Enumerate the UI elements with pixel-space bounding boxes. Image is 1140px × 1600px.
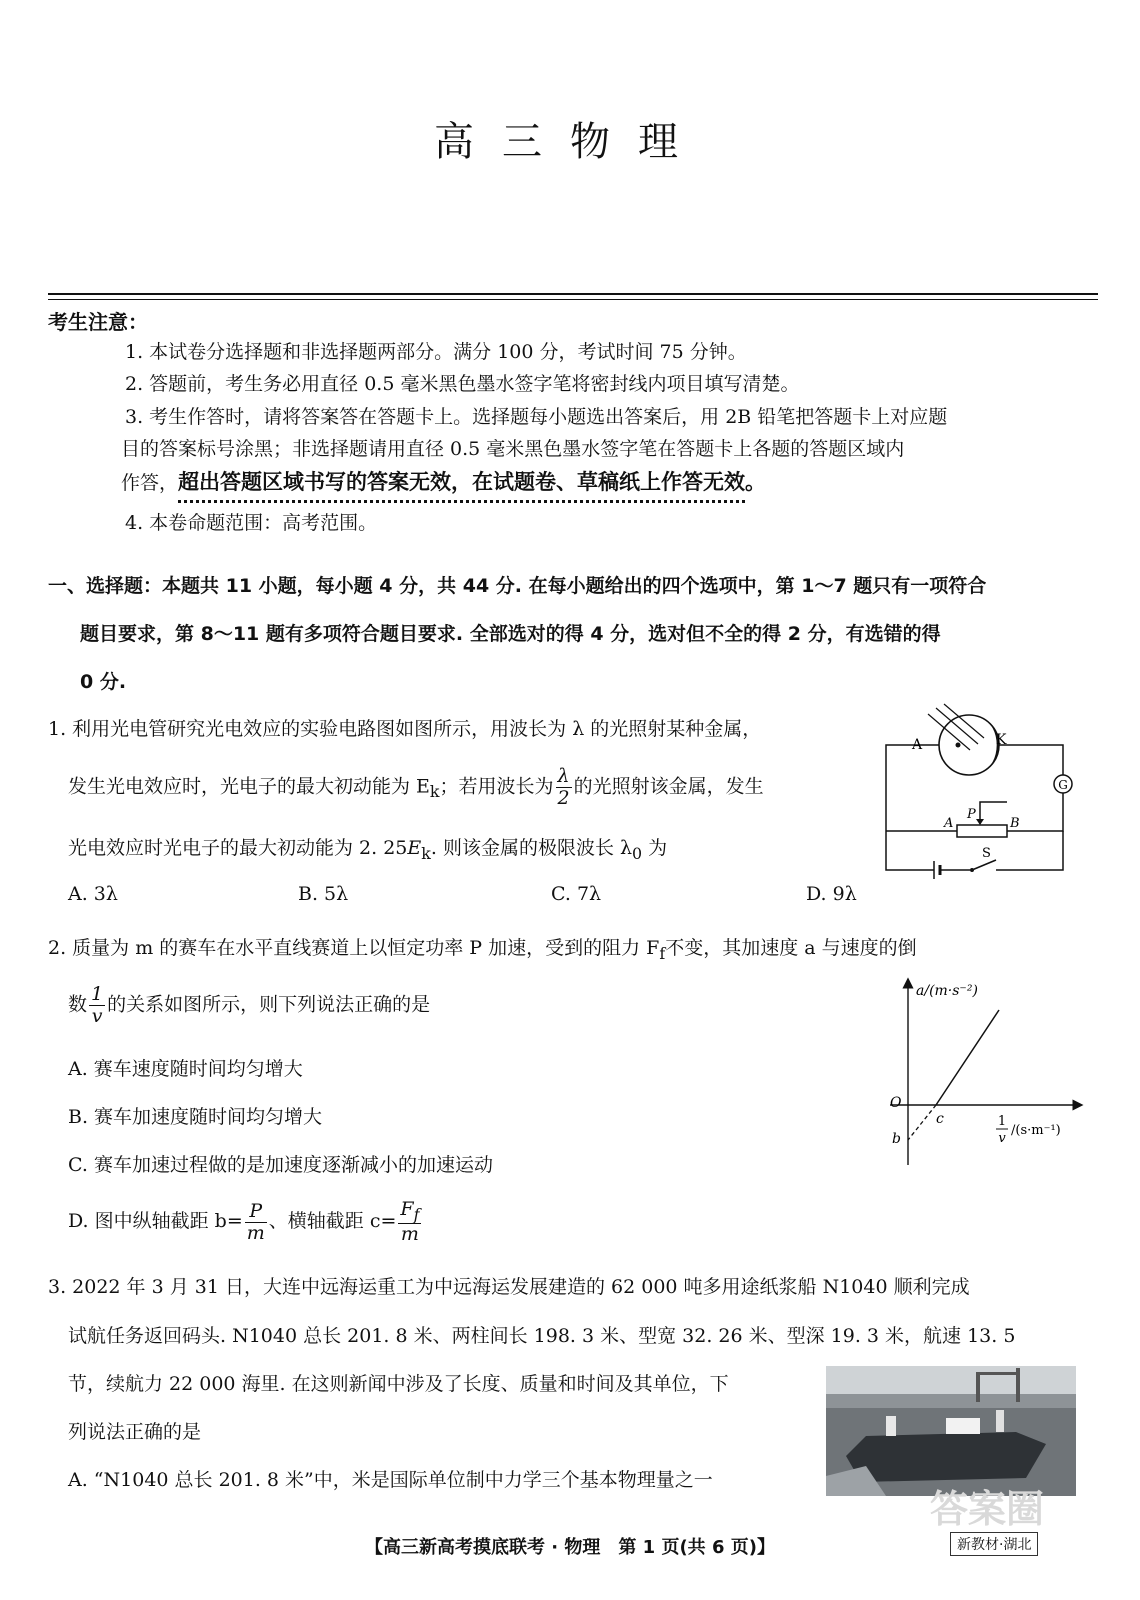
q2-fraction-f-m xyxy=(398,1199,421,1245)
q2-option-d[interactable] xyxy=(68,1199,423,1245)
section-heading-line3: 0 分. xyxy=(80,671,127,693)
label-s: S xyxy=(982,846,991,861)
q1-text-b: ；若用波长为 xyxy=(439,775,554,798)
q1-sub-0: 0 xyxy=(632,843,643,863)
notice-text: 作答， xyxy=(121,472,179,494)
q1-line3 xyxy=(68,833,667,863)
crane xyxy=(976,1372,980,1402)
crane-arm xyxy=(976,1372,1016,1375)
q1-sub-k2: k xyxy=(421,843,431,863)
origin-label: O xyxy=(890,1095,902,1111)
q1-text-a: 发生光电效应时，光电子的最大初动能为 E xyxy=(68,775,430,798)
q1-text-f: 为 xyxy=(642,837,668,859)
label-a: A xyxy=(912,737,923,753)
frac-num xyxy=(398,1199,421,1224)
q1-option-d[interactable]: D. 9λ xyxy=(806,883,857,905)
switch-s xyxy=(972,860,996,870)
edition-badge: 新教材·湖北 xyxy=(950,1532,1038,1556)
ship-bridge xyxy=(946,1418,980,1434)
q3-line1: 3. 2022 年 3 月 31 日，大连中远海运重工为中远海运发展建造的 62 000 吨多用途纸浆船 N1040 顺利完成 xyxy=(48,1276,970,1298)
q1-line2 xyxy=(68,766,764,809)
q2-fraction xyxy=(89,984,105,1027)
q1-frac-den: 2 xyxy=(557,786,570,809)
intercept-c-label: c xyxy=(936,1111,944,1127)
q2-line1 xyxy=(48,933,917,963)
harbor-skyline xyxy=(826,1394,1076,1408)
header-rule-thin xyxy=(48,299,1098,300)
q2-option-c[interactable]: C. 赛车加速过程做的是加速度逐渐减小的加速运动 xyxy=(68,1154,493,1176)
wire xyxy=(886,831,934,870)
q2-frac-den: v xyxy=(91,1004,103,1027)
rheostat xyxy=(957,825,1007,837)
q1-fraction xyxy=(556,766,572,809)
ship-superstructure xyxy=(886,1416,896,1436)
frac-num-f: F xyxy=(400,1198,414,1220)
section-heading-line2: 题目要求，第 8～11 题有多项符合题目要求. 全部选对的得 4 分，选对但不全的得 2 分，有选错的得 xyxy=(80,623,941,645)
label-rheostat-a: A xyxy=(944,816,954,831)
notice-item-3-cont: 目的答案标号涂黑；非选择题请用直径 0.5 毫米黑色墨水签字笔在答题卡上各题的答题区域内 xyxy=(121,438,905,460)
q2-text-c: 数 xyxy=(68,993,88,1016)
q3-line2: 试航任务返回码头. N1040 总长 201. 8 米、两柱间长 198. 3 米、型宽 32. 26 米、型深 19. 3 米，航速 13. 5 xyxy=(68,1325,1016,1347)
notice-item-2: 2. 答题前，考生务必用直径 0.5 毫米黑色墨水签字笔将密封线内项目填写清楚。 xyxy=(125,373,800,395)
frac-num-sub: f xyxy=(413,1204,420,1224)
notice-item-3: 3. 考生作答时，请将答案答在答题卡上。选择题每小题选出答案后，用 2B 铅笔把答题卡上对应题 xyxy=(125,406,948,428)
galvanometer-label: G xyxy=(1058,778,1068,792)
frac-den: m xyxy=(400,1223,419,1246)
label-p: P xyxy=(967,807,976,822)
anode-a xyxy=(956,743,961,748)
notice-heading: 考生注意： xyxy=(48,310,148,334)
page-title: 高三物理 xyxy=(434,119,706,165)
q3-option-a[interactable]: A. “N1040 总长 201. 8 米”中，米是国际单位制中力学三个基本物理量之一 xyxy=(68,1469,713,1491)
slider-wire xyxy=(980,802,1007,824)
q1-text-e: . 则该金属的极限波长 λ xyxy=(430,837,633,859)
crane xyxy=(1016,1368,1020,1402)
frac-den: m xyxy=(246,1221,265,1244)
q1-circuit-figure xyxy=(878,700,1078,890)
q2-line2 xyxy=(68,984,430,1027)
ship-mast xyxy=(996,1410,1004,1432)
notice-period: 。 xyxy=(745,470,767,494)
x-label-num: 1 xyxy=(997,1114,1007,1129)
q2-graph xyxy=(884,975,1084,1170)
label-k: K xyxy=(996,732,1007,748)
graph-extrapolation xyxy=(908,1105,936,1140)
q1-sub-k: k xyxy=(429,782,440,802)
q2-frac-num: 1 xyxy=(91,983,104,1005)
notice-emphasis: 超出答题区域书写的答案无效，在试题卷、草稿纸上作答无效 xyxy=(178,470,745,503)
wire xyxy=(886,745,939,831)
q1-line1: 1. 利用光电管研究光电效应的实验电路图如图所示，用波长为 λ 的光照射某种金属， xyxy=(48,718,762,740)
q1-frac-num: λ xyxy=(556,766,572,788)
wire xyxy=(999,745,1063,775)
section-heading-line1: 一、选择题：本题共 11 小题，每小题 4 分，共 44 分. 在每小题给出的四个选项中，第 1～7 题只有一项符合 xyxy=(48,575,987,597)
q3-line4: 列说法正确的是 xyxy=(68,1421,202,1443)
q2-option-a[interactable]: A. 赛车速度随时间均匀增大 xyxy=(68,1058,303,1080)
q1-text-d: 光电效应时光电子的最大初动能为 2. 25 xyxy=(68,837,408,859)
graph-line xyxy=(936,1010,999,1105)
notice-item-3-end xyxy=(121,466,766,496)
q3-ship-photo xyxy=(826,1366,1076,1496)
q2-option-d-text: D. 图中纵轴截距 b= xyxy=(68,1210,243,1233)
header-rule xyxy=(48,293,1098,295)
q2-option-d-text2: 、横轴截距 c= xyxy=(268,1210,397,1233)
q1-option-b[interactable]: B. 5λ xyxy=(298,883,349,905)
q2-sub-f: f xyxy=(659,943,666,963)
intercept-b-label: b xyxy=(892,1131,901,1147)
ship-hull xyxy=(846,1432,1046,1482)
page-footer: 【高三新高考摸底联考 · 物理 第 1 页(共 6 页)】 xyxy=(365,1537,775,1558)
slider-p xyxy=(976,819,984,825)
q2-text-d: 的关系如图所示，则下列说法正确的是 xyxy=(107,993,431,1016)
label-rheostat-b: B xyxy=(1010,816,1020,831)
q1-energy-symbol: E xyxy=(407,837,422,859)
q3-line3: 节，续航力 22 000 海里. 在这则新闻中涉及了长度、质量和时间及其单位，下 xyxy=(68,1373,729,1395)
frac-num: P xyxy=(245,1201,267,1223)
q1-text-c: 的光照射该金属，发生 xyxy=(573,775,764,798)
q2-text-a: 2. 质量为 m 的赛车在水平直线赛道上以恒定功率 P 加速，受到的阻力 F xyxy=(48,937,660,959)
y-axis-label: a/(m·s⁻²) xyxy=(916,983,978,999)
watermark: 答案圈 xyxy=(930,1487,1045,1531)
q2-text-b: 不变，其加速度 a 与速度的倒 xyxy=(665,937,917,959)
q2-fraction-p-m xyxy=(245,1201,267,1244)
q1-option-c[interactable]: C. 7λ xyxy=(551,883,602,905)
notice-item-4: 4. 本卷命题范围：高考范围。 xyxy=(125,512,378,534)
notice-item-1: 1. 本试卷分选择题和非选择题两部分。满分 100 分，考试时间 75 分钟。 xyxy=(125,341,747,363)
q2-option-b[interactable]: B. 赛车加速度随时间均匀增大 xyxy=(68,1106,323,1128)
x-label-den: v xyxy=(998,1131,1006,1146)
x-label-unit: /(s·m⁻¹) xyxy=(1011,1123,1061,1138)
q1-option-a[interactable]: A. 3λ xyxy=(68,883,118,905)
